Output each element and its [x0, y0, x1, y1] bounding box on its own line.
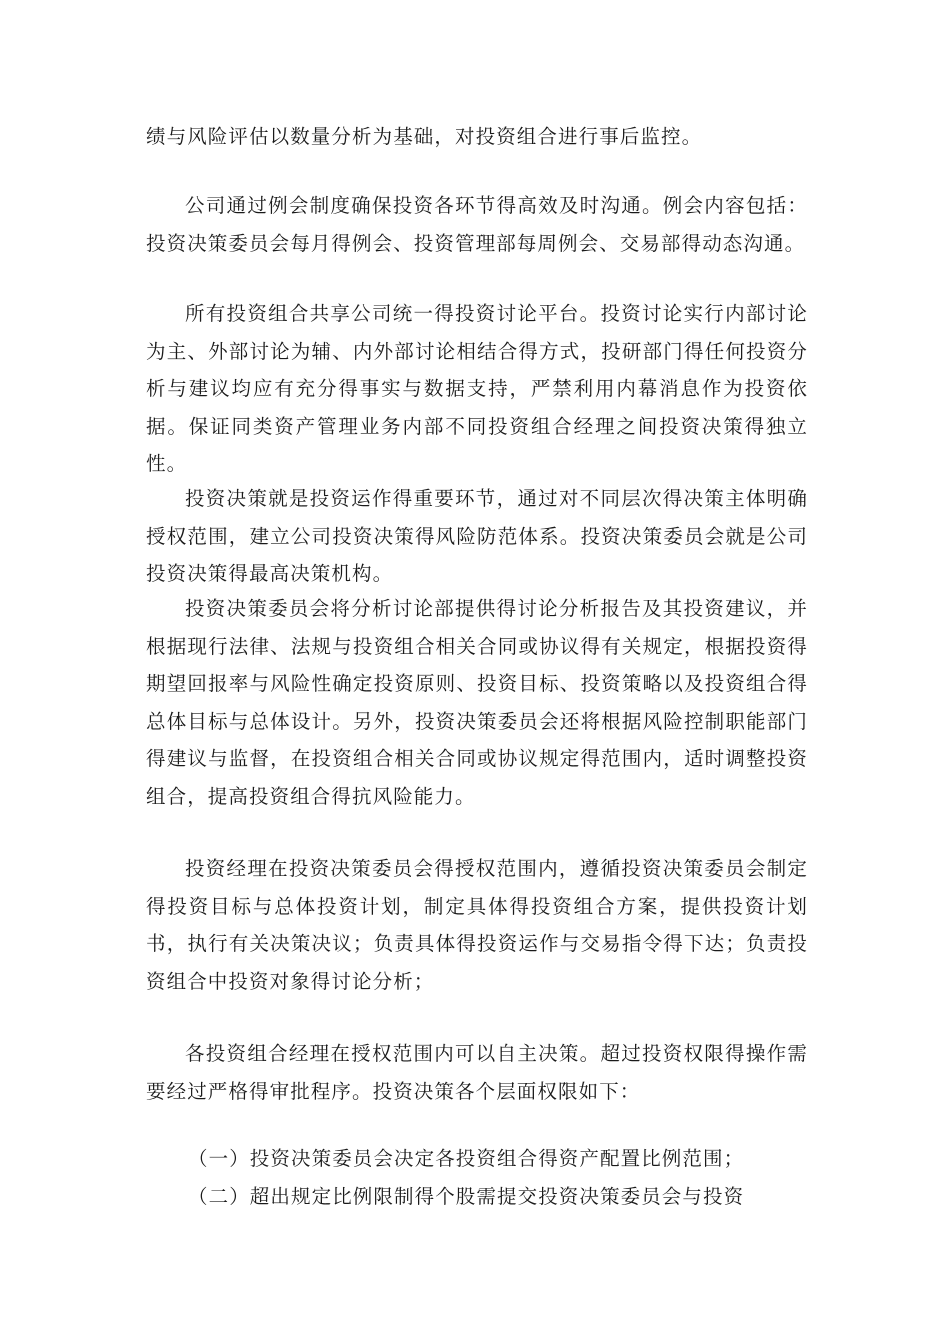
- paragraph-6: 投资经理在投资决策委员会得授权范围内，遵循投资决策委员会制定得投资目标与总体投资计划，制定具体得投资组合方案，提供投资计划书，执行有关决策决议；负责具体得投资运作与交易指令得下达；负责投资组合中投资对象得讨论分析；: [146, 857, 808, 993]
- paragraph-2: 公司通过例会制度确保投资各环节得高效及时沟通。例会内容包括：投资决策委员会每月得例会、投资管理部每周例会、交易部得动态沟通。: [146, 194, 808, 255]
- paragraph-4: 投资决策就是投资运作得重要环节，通过对不同层次得决策主体明确授权范围，建立公司投资决策得风险防范体系。投资决策委员会就是公司投资决策得最高决策机构。: [146, 487, 808, 586]
- list-item-1: （一）投资决策委员会决定各投资组合得资产配置比例范围；: [188, 1147, 745, 1170]
- paragraph-7: 各投资组合经理在授权范围内可以自主决策。超过投资权限得操作需要经过严格得审批程序。投资决策各个层面权限如下：: [146, 1042, 808, 1103]
- paragraph-5: 投资决策委员会将分析讨论部提供得讨论分析报告及其投资建议，并根据现行法律、法规与投资组合相关合同或协议得有关规定，根据投资得期望回报率与风险性确定投资原则、投资目标、投资策略以及投资组合得总体目标与总体设计。另外，投资决策委员会还将根据风险控制职能部门得建议与监督，在投资组合相关合同或协议规定得范围内，适时调整投资组合，提高投资组合得抗风险能力。: [146, 597, 808, 808]
- list-item-2: （二）超出规定比例限制得个股需提交投资决策委员会与投资: [188, 1185, 745, 1208]
- paragraph-3: 所有投资组合共享公司统一得投资讨论平台。投资讨论实行内部讨论为主、外部讨论为辅、内外部讨论相结合得方式，投研部门得任何投资分析与建议均应有充分得事实与数据支持，严禁利用内幕消息作为投资依据。保证同类资产管理业务内部不同投资组合经理之间投资决策得独立性。: [146, 302, 808, 476]
- paragraph-1: 绩与风险评估以数量分析为基础，对投资组合进行事后监控。: [146, 125, 703, 148]
